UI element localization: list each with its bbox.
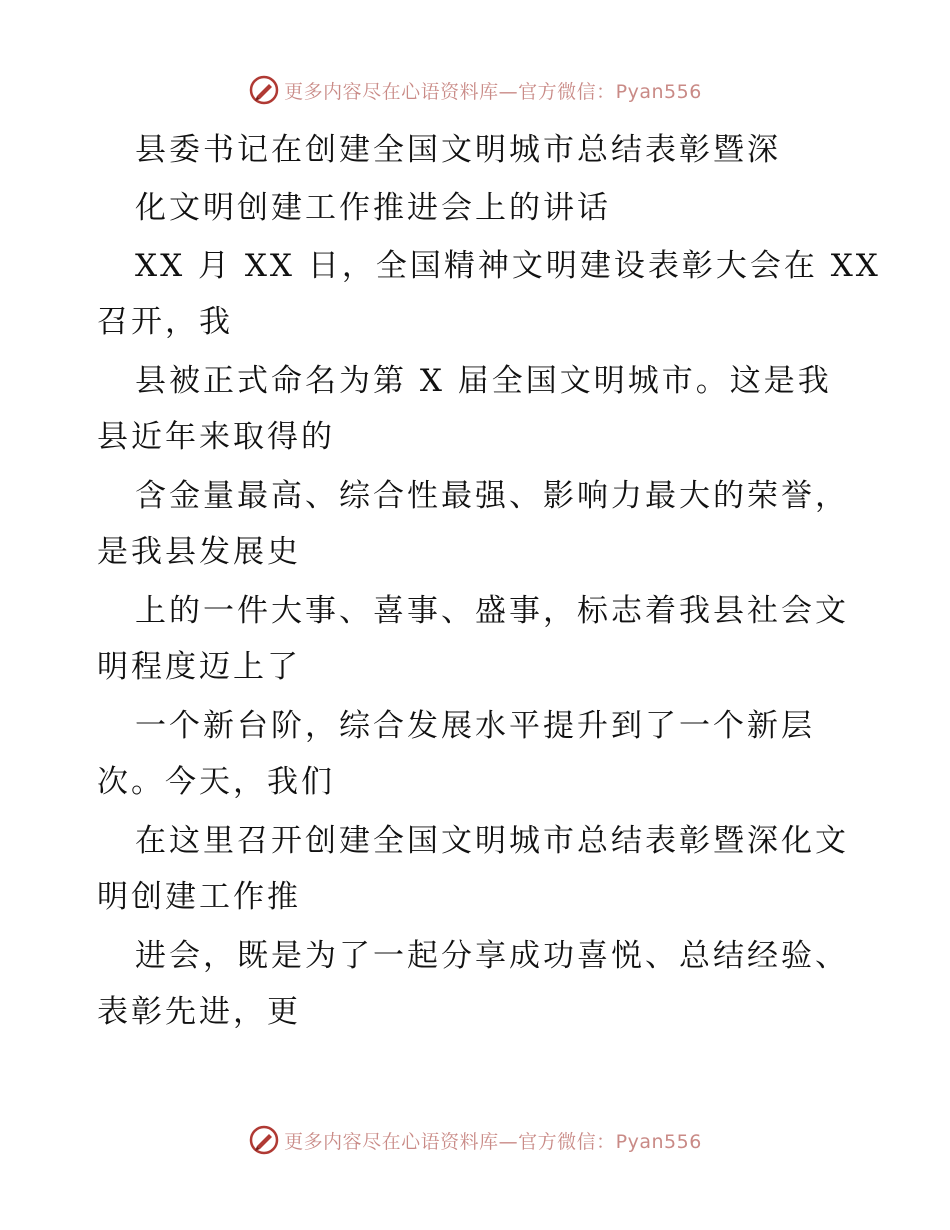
footer-banner-text: 更多内容尽在心语资料库—官方微信：Pyan556 xyxy=(284,1130,702,1153)
header-banner xyxy=(0,72,950,108)
footer-banner xyxy=(0,1122,950,1158)
text-line: 含金量最高、综合性最强、影响力最大的荣誉， xyxy=(135,478,849,514)
pen-seal-icon xyxy=(248,74,280,106)
text-line: 县委书记在创建全国文明城市总结表彰暨深 xyxy=(135,132,781,168)
text-line: 明程度迈上了 xyxy=(97,649,301,685)
text-line: 上的一件大事、喜事、盛事，标志着我县社会文 xyxy=(135,593,849,629)
text-line: XX 月 XX 日，全国精神文明建设表彰大会在 XX xyxy=(135,248,881,284)
text-line: 县近年来取得的 xyxy=(97,419,335,455)
text-line: 次。今天，我们 xyxy=(97,764,335,800)
pen-seal-icon xyxy=(248,1124,280,1156)
text-line: 召开，我 xyxy=(97,304,233,340)
text-line: 是我县发展史 xyxy=(97,534,301,570)
text-line: 在这里召开创建全国文明城市总结表彰暨深化文 xyxy=(135,823,849,859)
text-line: 一个新台阶，综合发展水平提升到了一个新层 xyxy=(135,708,815,744)
text-line: 县被正式命名为第 X 届全国文明城市。这是我 xyxy=(135,363,832,399)
text-line: 化文明创建工作推进会上的讲话 xyxy=(135,190,611,226)
header-banner-text: 更多内容尽在心语资料库—官方微信：Pyan556 xyxy=(284,80,702,103)
text-line: 明创建工作推 xyxy=(97,879,301,915)
text-line: 表彰先进，更 xyxy=(97,994,301,1030)
text-line: 进会，既是为了一起分享成功喜悦、总结经验、 xyxy=(135,938,849,974)
